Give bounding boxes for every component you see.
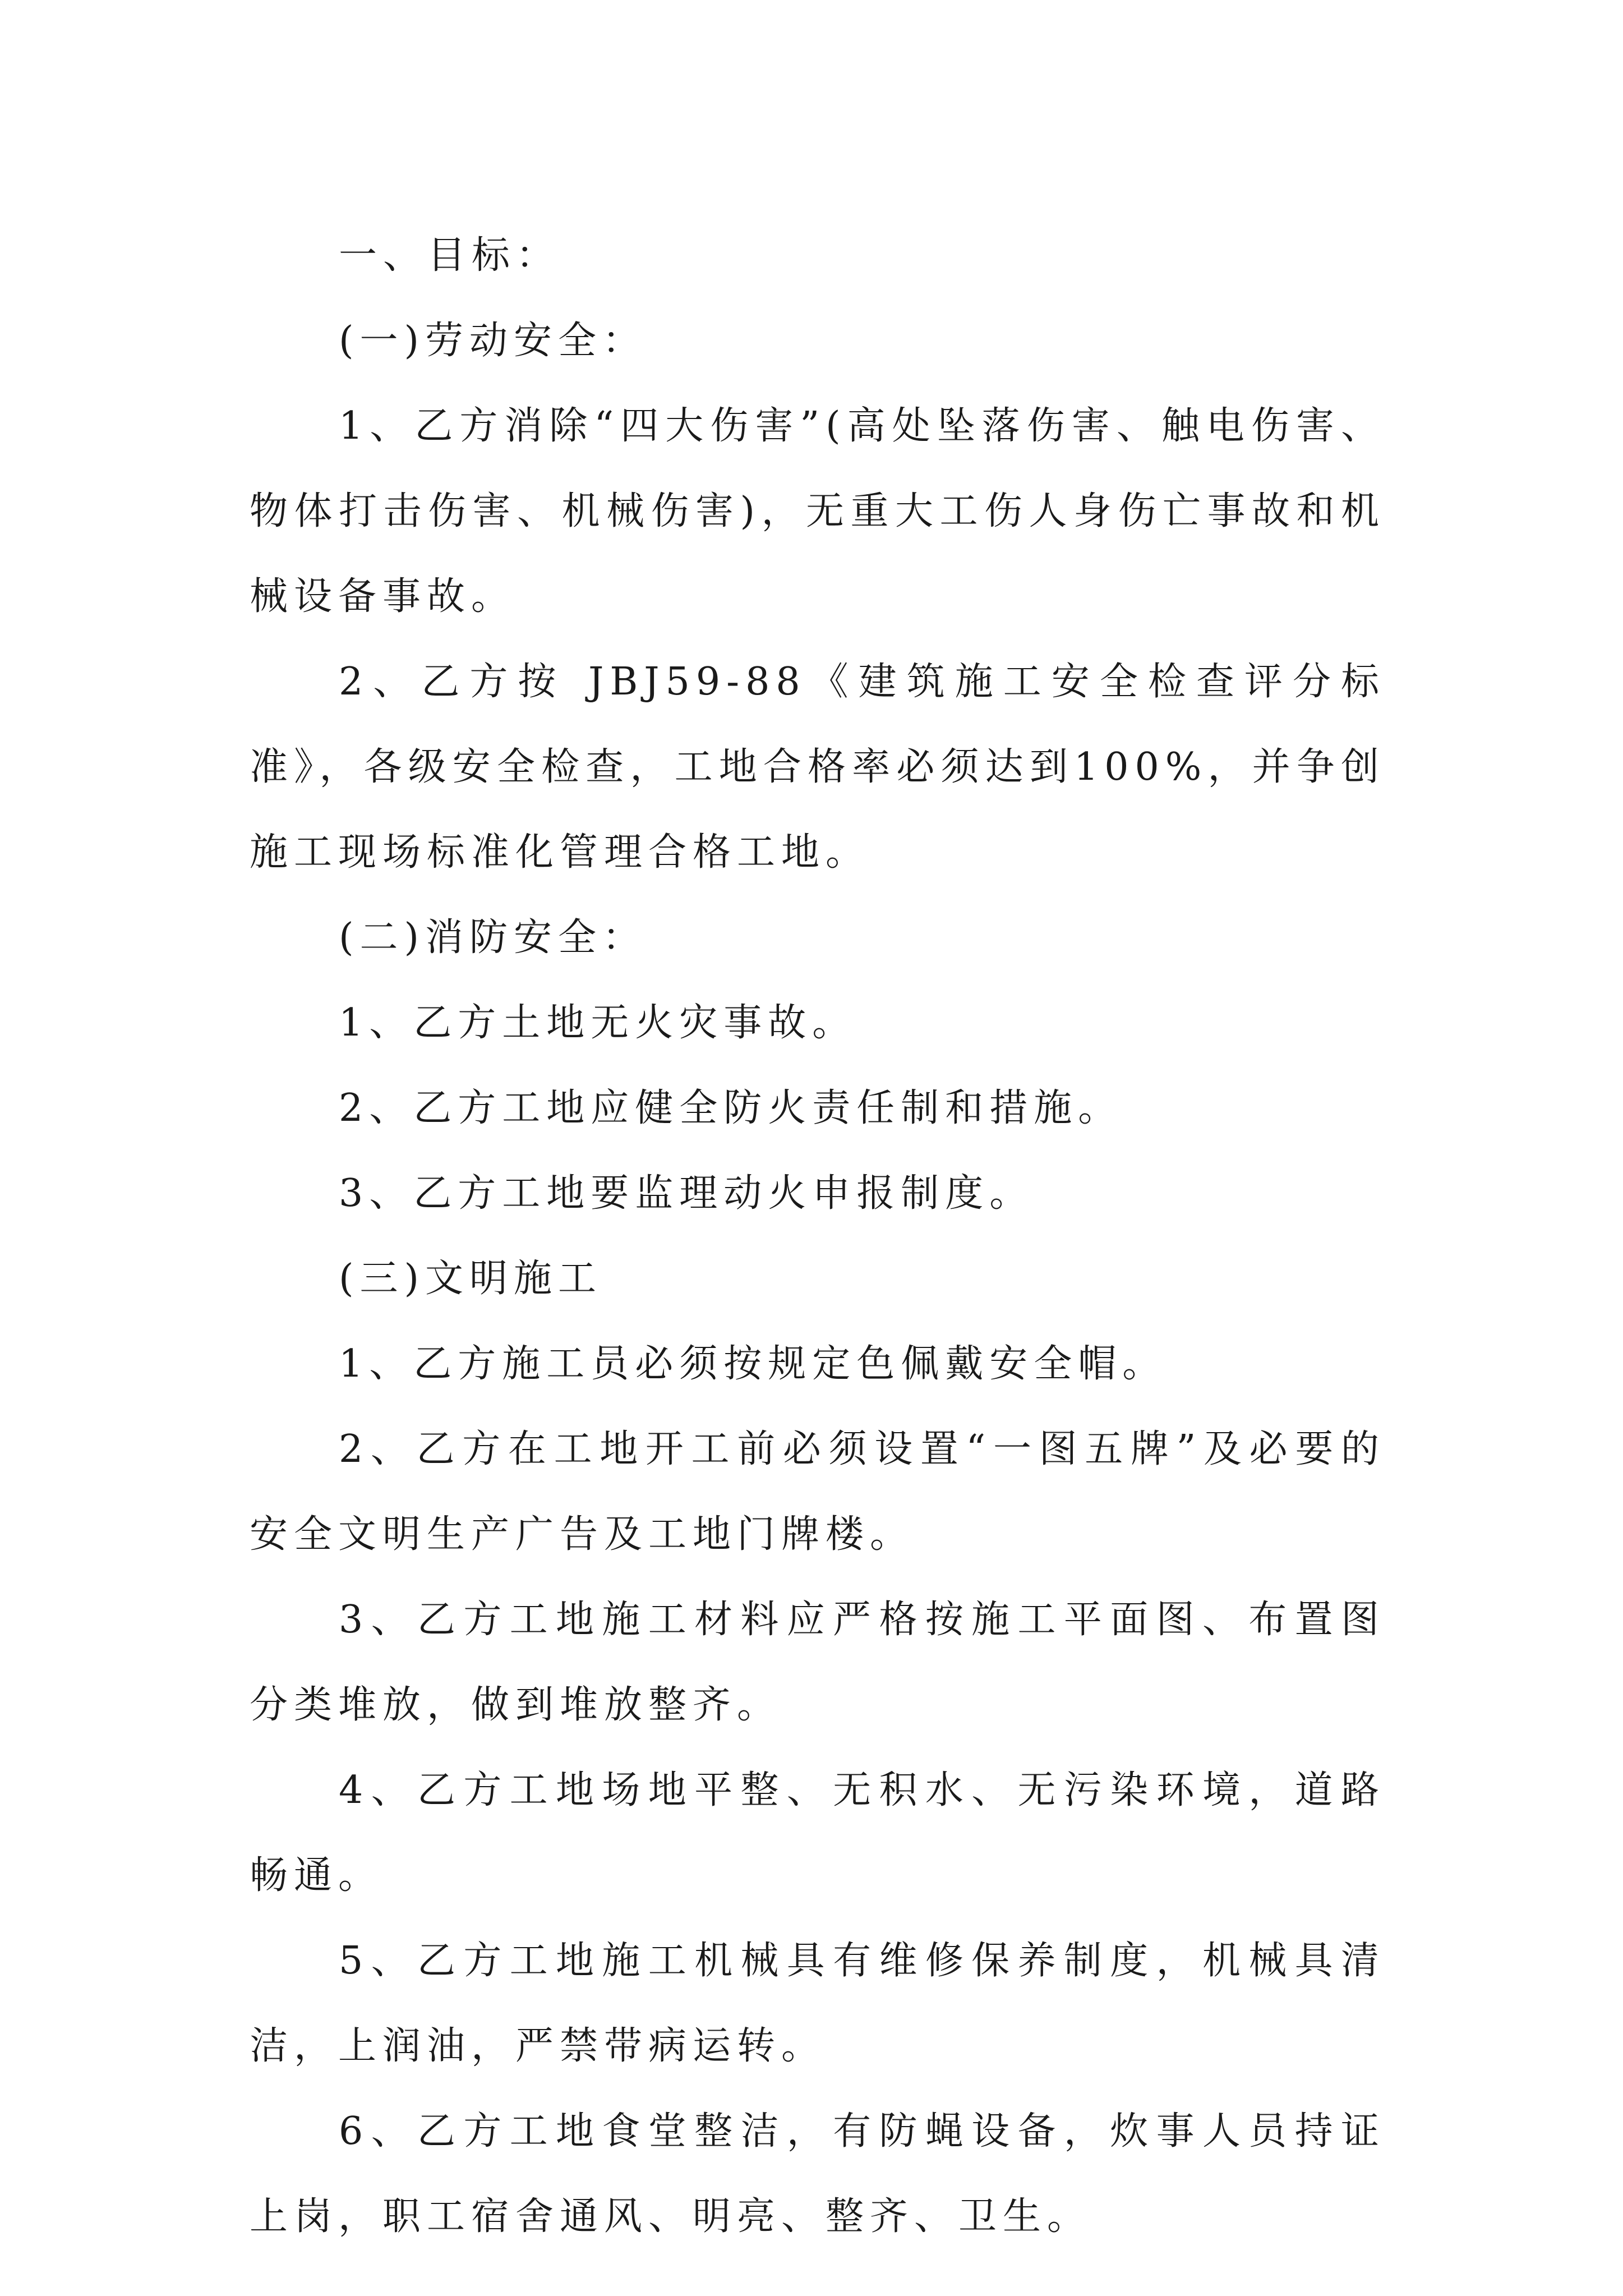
fire-safety-item-2: 2、乙方工地应健全防火责任制和措施。: [339, 1086, 1123, 1130]
civilized-item-5: 5、乙方工地施工机械具有维修保养制度，机械具清洁，上润油，严禁带病运转。: [250, 1939, 1385, 2068]
fire-safety-item-3: 3、乙方工地要监理动火申报制度。: [339, 1171, 1034, 1216]
section-labor-safety: (一)劳动安全：: [339, 319, 647, 363]
labor-safety-item-2: 2、乙方按 JBJ59-88《建筑施工安全检查评分标准》，各级安全检查，工地合格率必须达到100%，并争创施工现场标准化管理合格工地。: [250, 660, 1385, 875]
document-body: [250, 213, 1385, 2260]
civilized-item-1: 1、乙方施工员必须按规定色佩戴安全帽。: [339, 1342, 1167, 1386]
civilized-item-4: 4、乙方工地场地平整、无积水、无污染环境，道路畅通。: [250, 1768, 1385, 1898]
civilized-item-2: 2、乙方在工地开工前必须设置“一图五牌”及必要的安全文明生产广告及工地门牌楼。: [250, 1427, 1385, 1557]
civilized-item-3: 3、乙方工地施工材料应严格按施工平面图、布置图分类堆放，做到堆放整齐。: [250, 1598, 1385, 1727]
section-fire-safety: (二)消防安全：: [339, 915, 647, 960]
labor-safety-item-1: 1、乙方消除“四大伤害”(高处坠落伤害、触电伤害、物体打击伤害、机械伤害)，无重大工伤人身伤亡事故和机械设备事故。: [250, 404, 1385, 619]
heading-objectives: 一、目标：: [339, 233, 561, 278]
section-civilized-construction: (三)文明施工: [339, 1257, 603, 1301]
fire-safety-item-1: 1、乙方土地无火灾事故。: [339, 1001, 857, 1045]
civilized-item-6: 6、乙方工地食堂整洁，有防蝇设备，炊事人员持证上岗，职工宿舍通风、明亮、整齐、卫生。: [250, 2109, 1385, 2239]
